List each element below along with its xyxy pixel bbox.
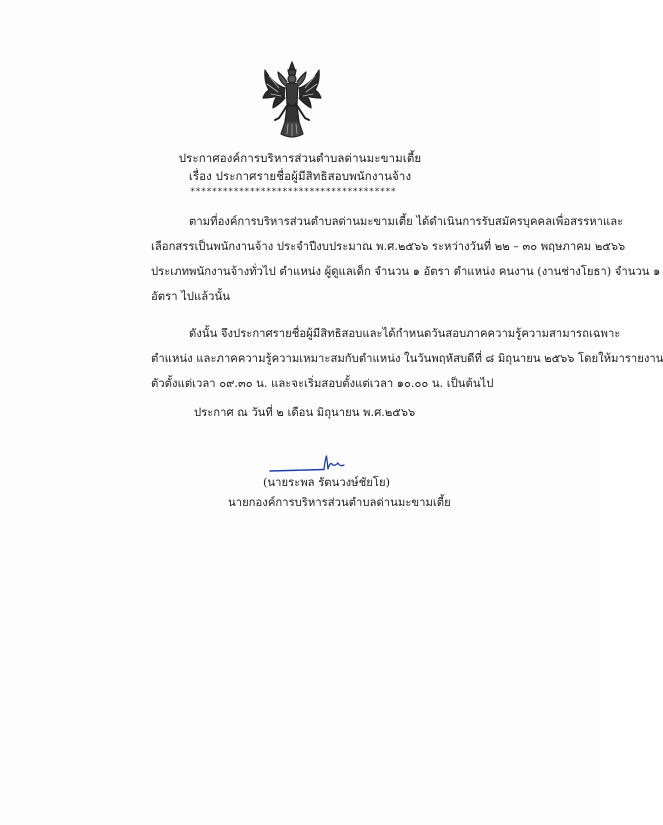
paragraph-2-line: ตัวตั้งแต่เวลา ๐๙.๓๐ น. และจะเริ่มสอบตั้งแต่เวลา ๑๐.๐๐ น. เป็นต้นไป xyxy=(151,377,494,390)
paragraph-1-line: เลือกสรรเป็นพนักงานจ้าง ประจำปีงบประมาณ พ.ศ.๒๕๖๖ ระหว่างวันที่ ๒๒ – ๓๐ พฤษภาคม ๒๕๖๖ xyxy=(151,240,626,253)
paragraph-2 xyxy=(151,321,663,396)
paragraph-1-line: อัตรา ไปแล้วนั้น xyxy=(151,290,230,303)
paragraph-1-line: ประเภทพนักงานจ้างทั่วไป ตำแหน่ง ผู้ดูแลเด็ก จำนวน ๑ อัตรา ตำแหน่ง คนงาน (งานช่างโยธา) จำนวน ๑ xyxy=(151,265,661,278)
signatory-position: นายกองค์การบริหารส่วนตำบลด่านมะขามเตี้ย xyxy=(228,496,451,509)
document-subject: เรื่อง ประกาศรายชื่อผู้มีสิทธิสอบพนักงานจ้าง xyxy=(188,169,412,183)
paragraph-1 xyxy=(151,209,661,309)
signatory-name: (นายระพล รัตนวงษ์ชัยโย) xyxy=(263,476,391,489)
garuda-emblem-icon xyxy=(261,60,323,140)
paragraph-2-line: ดังนั้น จึงประกาศรายชื่อผู้มีสิทธิสอบและได้กำหนดวันสอบภาคความรู้ความสามารถเฉพาะ xyxy=(189,327,621,340)
announcement-date: ประกาศ ณ วันที่ ๒ เดือน มิถุนายน พ.ศ.๒๕๖๖ xyxy=(194,406,416,419)
paragraph-1-line: ตามที่องค์การบริหารส่วนตำบลด่านมะขามเตี้ย ได้ดำเนินการรับสมัครบุคคลเพื่อสรรหาและ xyxy=(189,215,624,228)
paragraph-2-line: ตำแหน่ง และภาคความรู้ความเหมาะสมกับตำแหน่ง ในวันพฤหัสบดีที่ ๘ มิถุนายน ๒๕๖๖ โดยให้มารายงาน xyxy=(151,352,663,365)
header-separator: ************************************** xyxy=(190,187,396,197)
document-title: ประกาศองค์การบริหารส่วนตำบลด่านมะขามเตี้ย xyxy=(178,151,422,165)
